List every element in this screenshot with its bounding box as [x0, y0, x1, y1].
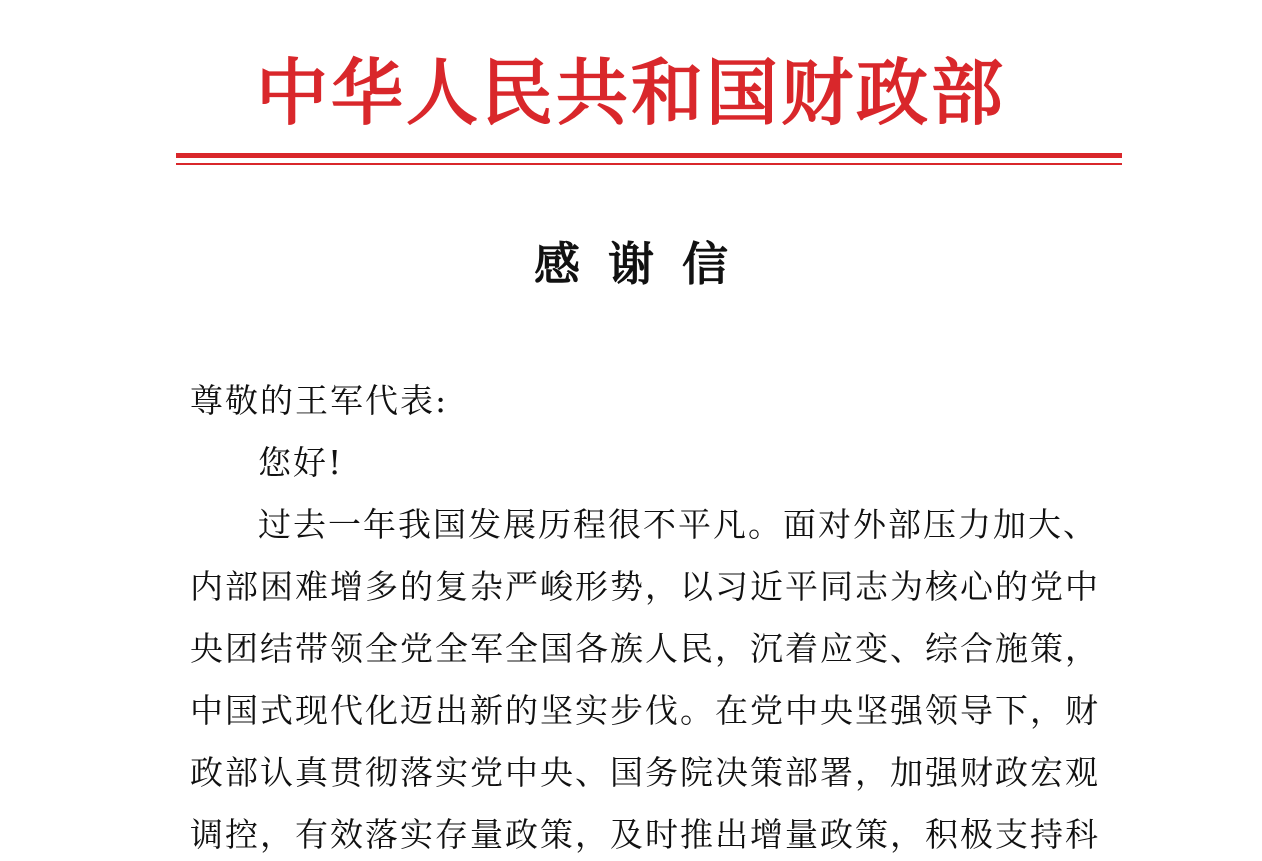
body-line-4: 中国式现代化迈出新的坚实步伐。在党中央坚强领导下，财	[190, 691, 1100, 730]
letterhead-rule-thick	[176, 153, 1122, 158]
document-title: 感谢信	[534, 237, 756, 291]
body-line-2: 内部困难增多的复杂严峻形势，以习近平同志为核心的党中	[190, 567, 1100, 606]
letterhead-organization: 中华人民共和国财政部	[255, 50, 1006, 135]
body-line-1: 过去一年我国发展历程很不平凡。面对外部压力加大、	[258, 505, 1098, 544]
body-line-5: 政部认真贯彻落实党中央、国务院决策部署，加强财政宏观	[190, 753, 1100, 792]
letterhead-rule-thin	[176, 163, 1122, 165]
body-line-3: 央团结带领全党全军全国各族人民，沉着应变、综合施策，	[190, 629, 1100, 668]
letter-body	[190, 370, 1100, 861]
salutation: 尊敬的王军代表:	[190, 381, 449, 420]
body-line-6: 调控，有效落实存量政策，及时推出增量政策，积极支持科	[190, 815, 1100, 854]
greeting: 您好!	[258, 443, 344, 482]
